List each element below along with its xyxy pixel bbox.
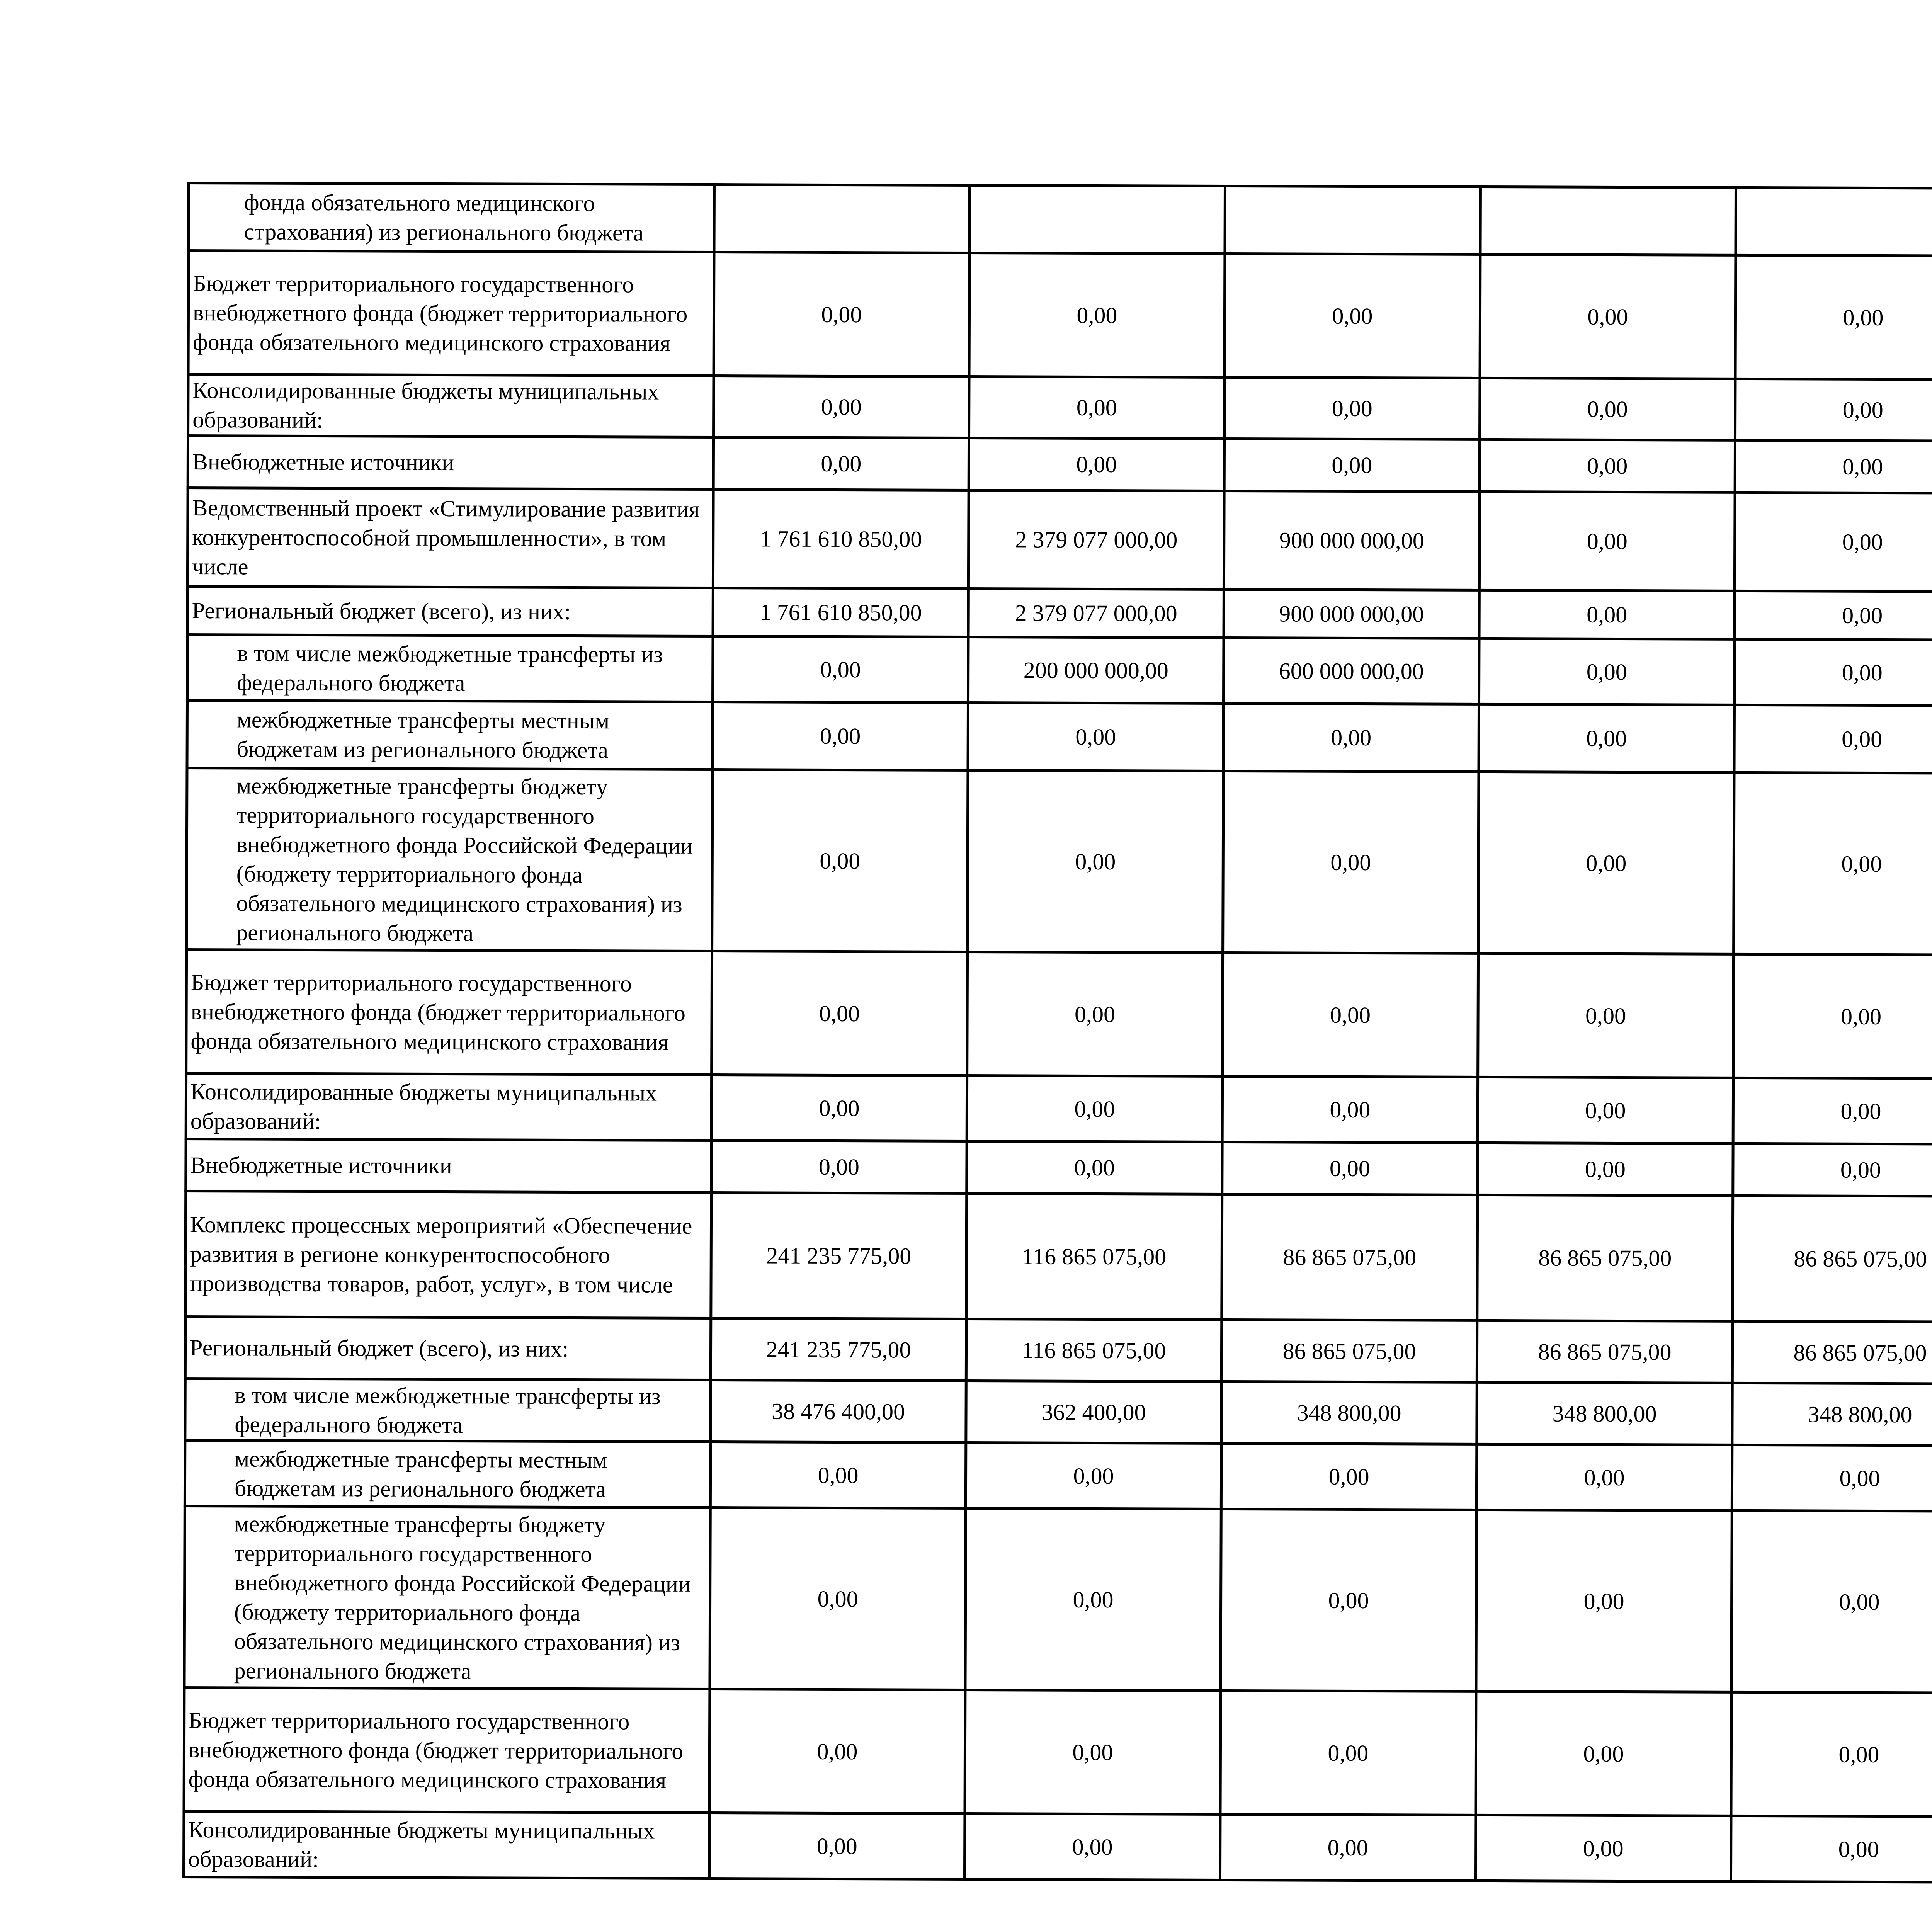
row-label: межбюджетные трансферты местным бюджетам из регионального бюджета	[187, 701, 713, 770]
row-label: Бюджет территориального государственного внебюджетного фонда (бюджет территориального фонда обязательного медицинского страхования	[186, 950, 712, 1075]
year-value-cell: 0,00	[1731, 1692, 1932, 1816]
row-label: фонда обязательного медицинского страхования) из регионального бюджета	[189, 183, 714, 252]
row-label: межбюджетные трансферты местным бюджетам из регионального бюджета	[185, 1440, 710, 1507]
table-row	[186, 1139, 1932, 1199]
year-value-cell: 86 865 075,00	[1733, 1196, 1932, 1322]
year-value-cell: 0,00	[1221, 1443, 1477, 1510]
year-value-cell: 900 000 000,00	[1224, 589, 1479, 638]
year-value-cell: 0,00	[966, 1442, 1221, 1509]
year-value-cell: 0,00	[1476, 1691, 1731, 1816]
year-value-cell: 0,00	[711, 1075, 967, 1141]
year-value-cell: 0,00	[1732, 1445, 1932, 1511]
year-value-cell: 0,00	[965, 1690, 1221, 1814]
year-value-cell: 0,00	[712, 770, 968, 952]
year-value-cell: 0,00	[1220, 1814, 1476, 1881]
row-label: Ведомственный проект «Стимулирование развития конкурентоспособной промышленности», в том числе	[187, 488, 713, 588]
year-value-cell: 0,00	[711, 1141, 967, 1194]
year-value-cell: 362 400,00	[966, 1381, 1221, 1443]
year-value-cell: 0,00	[1735, 379, 1932, 441]
year-value-cell: 0,00	[1733, 1143, 1932, 1196]
year-value-cell	[714, 185, 970, 253]
row-label: Внебюджетные источники	[186, 1139, 711, 1192]
table-row	[185, 1440, 1932, 1514]
row-label: Консолидированные бюджеты муниципальных образований:	[186, 1073, 711, 1141]
year-value-cell: 0,00	[1734, 705, 1932, 773]
year-value-cell: 0,00	[1479, 590, 1735, 639]
table-row	[185, 1378, 1932, 1448]
year-value-cell: 0,00	[1478, 1077, 1733, 1143]
row-label: Комплекс процессных мероприятий «Обеспечение развития в регионе конкурентоспособного производства товаров, работ, услуг», в том числе	[185, 1191, 711, 1318]
year-value-cell: 0,00	[1224, 439, 1480, 492]
table-row	[187, 587, 1932, 643]
year-value-cell: 0,00	[712, 951, 968, 1076]
year-value-cell: 0,00	[1223, 952, 1478, 1077]
table-row	[184, 1687, 1932, 1819]
year-value-cell: 0,00	[1222, 1142, 1478, 1195]
table-row	[188, 251, 1932, 382]
year-value-cell: 241 235 775,00	[711, 1318, 966, 1381]
year-value-cell: 0,00	[1225, 253, 1480, 378]
table-row	[187, 768, 1932, 957]
row-label: Консолидированные бюджеты муниципальных образований:	[188, 374, 714, 437]
budget-table-container	[182, 182, 1932, 1886]
budget-table	[182, 182, 1932, 1886]
year-value-cell: 0,00	[1735, 492, 1932, 592]
row-label: Бюджет территориального государственного внебюджетного фонда (бюджет территориального фонда обязательного медицинского страхования	[188, 251, 714, 376]
year-value-cell: 86 865 075,00	[1477, 1195, 1733, 1321]
table-row	[188, 374, 1932, 444]
year-value-cell	[1480, 187, 1736, 255]
table-row	[187, 701, 1932, 776]
budget-table-body	[184, 183, 1932, 1885]
year-value-cell: 0,00	[1735, 591, 1932, 640]
year-value-cell: 0,00	[1222, 1076, 1478, 1143]
year-value-cell: 0,00	[969, 253, 1225, 378]
year-value-cell: 0,00	[1220, 1690, 1476, 1815]
year-value-cell: 0,00	[1733, 954, 1932, 1078]
year-value-cell: 0,00	[1475, 1815, 1731, 1881]
year-value-cell	[1225, 186, 1481, 254]
year-value-cell: 38 476 400,00	[711, 1380, 966, 1443]
year-value-cell: 2 379 077 000,00	[968, 589, 1224, 638]
year-value-cell: 1 761 610 850,00	[713, 490, 969, 589]
year-value-cell: 0,00	[1479, 638, 1735, 705]
year-value-cell: 1 761 610 850,00	[713, 588, 968, 637]
year-value-cell: 0,00	[1731, 1816, 1932, 1882]
year-value-cell: 0,00	[1479, 492, 1735, 591]
year-value-cell: 0,00	[1223, 771, 1479, 953]
year-value-cell: 0,00	[1479, 704, 1735, 772]
year-value-cell: 116 865 075,00	[966, 1319, 1221, 1381]
year-value-cell: 0,00	[967, 1075, 1223, 1142]
year-value-cell: 0,00	[1225, 377, 1480, 439]
year-value-cell: 0,00	[967, 1141, 1222, 1194]
row-label: Региональный бюджет (всего), из них:	[187, 587, 713, 636]
table-row	[187, 488, 1932, 594]
year-value-cell: 0,00	[968, 703, 1224, 771]
row-label: Консолидированные бюджеты муниципальных образований:	[184, 1811, 709, 1878]
table-row	[185, 1191, 1932, 1324]
year-value-cell: 86 865 075,00	[1222, 1194, 1478, 1320]
year-value-cell: 200 000 000,00	[968, 637, 1224, 704]
year-value-cell: 348 800,00	[1477, 1382, 1732, 1445]
table-row	[188, 436, 1932, 496]
year-value-cell: 0,00	[968, 770, 1223, 953]
year-value-cell: 0,00	[713, 437, 969, 490]
year-value-cell: 0,00	[1221, 1509, 1476, 1691]
year-value-cell: 0,00	[1478, 772, 1734, 954]
year-value-cell: 600 000 000,00	[1224, 638, 1480, 704]
year-value-cell: 0,00	[1480, 439, 1735, 492]
year-value-cell: 0,00	[713, 636, 969, 703]
table-row	[189, 183, 1932, 259]
table-row	[187, 635, 1932, 708]
year-value-cell: 348 800,00	[1732, 1383, 1932, 1446]
year-value-cell: 0,00	[1734, 772, 1932, 955]
year-value-cell: 0,00	[1478, 953, 1734, 1078]
year-value-cell: 86 865 075,00	[1732, 1321, 1932, 1384]
year-value-cell	[969, 185, 1225, 254]
year-value-cell: 0,00	[709, 1813, 965, 1879]
row-label: Региональный бюджет (всего), из них:	[185, 1316, 711, 1380]
row-label: в том числе межбюджетные трансферты из федерального бюджета	[187, 635, 713, 702]
year-value-cell: 0,00	[1480, 378, 1735, 440]
year-value-cell: 0,00	[1476, 1444, 1732, 1510]
year-value-cell	[1736, 187, 1932, 256]
year-value-cell: 241 235 775,00	[711, 1193, 967, 1319]
year-value-cell: 0,00	[965, 1508, 1221, 1690]
table-row	[184, 1811, 1932, 1884]
year-value-cell: 0,00	[1735, 255, 1932, 379]
year-value-cell: 0,00	[1223, 703, 1479, 772]
table-row	[184, 1506, 1932, 1695]
row-label: Внебюджетные источники	[188, 436, 713, 490]
year-value-cell: 0,00	[1733, 1078, 1932, 1144]
year-value-cell: 0,00	[714, 252, 969, 377]
year-value-cell: 0,00	[714, 376, 969, 438]
table-row	[186, 950, 1932, 1081]
year-value-cell: 900 000 000,00	[1224, 491, 1480, 590]
year-value-cell: 0,00	[713, 702, 968, 770]
year-value-cell: 86 865 075,00	[1477, 1320, 1732, 1383]
table-row	[185, 1316, 1932, 1386]
table-row	[186, 1073, 1932, 1147]
row-label: Бюджет территориального государственного внебюджетного фонда (бюджет территориального фонда обязательного медицинского страхования	[184, 1687, 710, 1813]
year-value-cell: 0,00	[1478, 1143, 1733, 1196]
year-value-cell: 0,00	[1731, 1510, 1932, 1693]
year-value-cell: 0,00	[710, 1442, 966, 1509]
year-value-cell: 0,00	[969, 438, 1224, 491]
year-value-cell: 0,00	[710, 1508, 966, 1690]
year-value-cell: 348 800,00	[1221, 1381, 1477, 1444]
year-value-cell: 0,00	[1476, 1510, 1732, 1692]
year-value-cell: 0,00	[964, 1813, 1220, 1880]
year-value-cell: 86 865 075,00	[1221, 1320, 1477, 1382]
year-value-cell: 116 865 075,00	[966, 1193, 1222, 1320]
year-value-cell: 0,00	[967, 952, 1223, 1076]
year-value-cell: 0,00	[1480, 254, 1736, 379]
year-value-cell: 0,00	[709, 1689, 965, 1814]
year-value-cell: 2 379 077 000,00	[968, 490, 1224, 590]
row-label: межбюджетные трансферты бюджету территориального государственного внебюджетного фонда Российской Федерации (бюджету территориального фонда обязательного медицинского страхования) из регионального бюджета	[184, 1506, 710, 1689]
year-value-cell: 0,00	[969, 377, 1225, 439]
year-value-cell: 0,00	[1734, 639, 1932, 706]
row-label: в том числе межбюджетные трансферты из федерального бюджета	[185, 1378, 711, 1442]
year-value-cell: 0,00	[1735, 440, 1932, 493]
row-label: межбюджетные трансферты бюджету территориального государственного внебюджетного фонда Российской Федерации (бюджету территориального фонда обязательного медицинского страхования) из регионального бюджета	[187, 768, 713, 951]
